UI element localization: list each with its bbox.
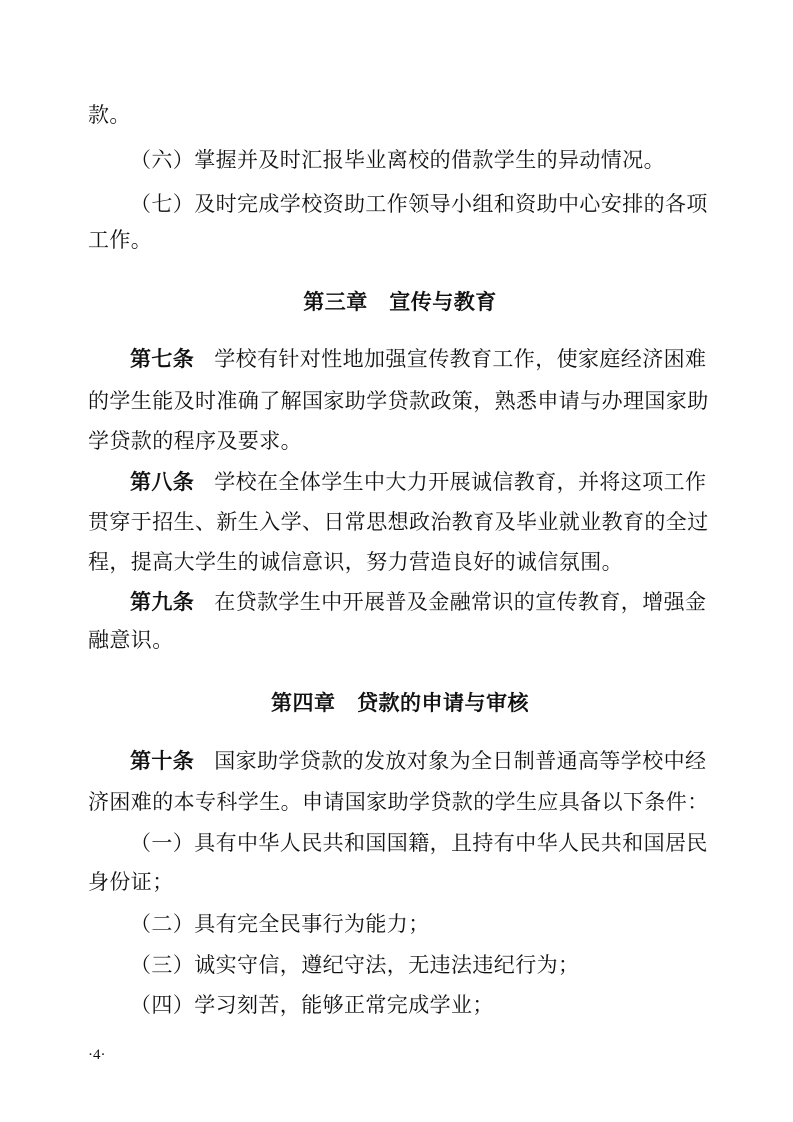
article-seven [130, 344, 712, 374]
condition-four [130, 990, 712, 1020]
condition-one [130, 828, 712, 858]
paragraph-text: 国家助学贷款的发放对象为全日制普通高等学校中经 [214, 749, 707, 773]
paragraph-text: 济困难的本专科学生。申请国家助学贷款的学生应具备以下条件： [88, 790, 709, 814]
article-label: 第九条 [130, 590, 195, 614]
article-eight [130, 467, 712, 497]
text-line [88, 386, 712, 416]
paragraph-text: （六）掌握并及时汇报毕业离校的借款学生的异动情况。 [130, 148, 665, 172]
article-label: 第八条 [130, 470, 195, 494]
paragraph-text: 学校在全体学生中大力开展诚信教育，并将这项工作 [214, 470, 707, 494]
page-number: ·4· [88, 1047, 106, 1063]
chapter-three-heading: 第三章 宣传与教育 [303, 290, 497, 314]
paragraph-text: （二）具有完全民事行为能力； [130, 912, 430, 936]
paragraph-text: 身份证； [88, 870, 174, 894]
paragraph-text: 学校有针对性地加强宣传教育工作，使家庭经济困难 [214, 347, 707, 371]
paragraph-text: 贯穿于招生、新生入学、日常思想政治教育及毕业就业教育的全过 [88, 510, 709, 534]
condition-two [130, 909, 712, 939]
article-label: 第十条 [130, 749, 195, 773]
item-seven [130, 189, 712, 219]
paragraph-text: （七）及时完成学校资助工作领导小组和资助中心安排的各项 [130, 192, 708, 216]
paragraph-text: 学贷款的程序及要求。 [88, 429, 302, 453]
chapter-four-heading: 第四章 贷款的申请与审核 [271, 691, 529, 715]
text-line [88, 625, 712, 655]
paragraph-text: 融意识。 [88, 628, 174, 652]
article-ten [130, 746, 712, 776]
text-line [88, 426, 712, 456]
text-line [88, 100, 712, 130]
paragraph-text: （三）诚实守信，遵纪守法，无违法违纪行为； [130, 953, 580, 977]
article-label: 第七条 [130, 347, 195, 371]
text-line [88, 507, 712, 537]
paragraph-text: 在贷款学生中开展普及金融常识的宣传教育，增强金 [214, 590, 707, 614]
text-line [88, 787, 712, 817]
text-line [88, 867, 712, 897]
paragraph-text: 的学生能及时准确了解国家助学贷款政策，熟悉申请与办理国家助 [88, 389, 709, 413]
paragraph-text: （四）学习刻苦，能够正常完成学业； [130, 993, 494, 1017]
paragraph-text: （一）具有中华人民共和国国籍，且持有中华人民共和国居民 [130, 831, 708, 855]
paragraph-text: 工作。 [88, 228, 153, 252]
condition-three [130, 950, 712, 980]
text-line [88, 547, 712, 577]
article-nine [130, 587, 712, 617]
paragraph-text: 款。 [88, 103, 131, 127]
paragraph-text: 程，提高大学生的诚信意识，努力营造良好的诚信氛围。 [88, 550, 623, 574]
text-line [88, 225, 712, 255]
item-six [130, 145, 712, 175]
